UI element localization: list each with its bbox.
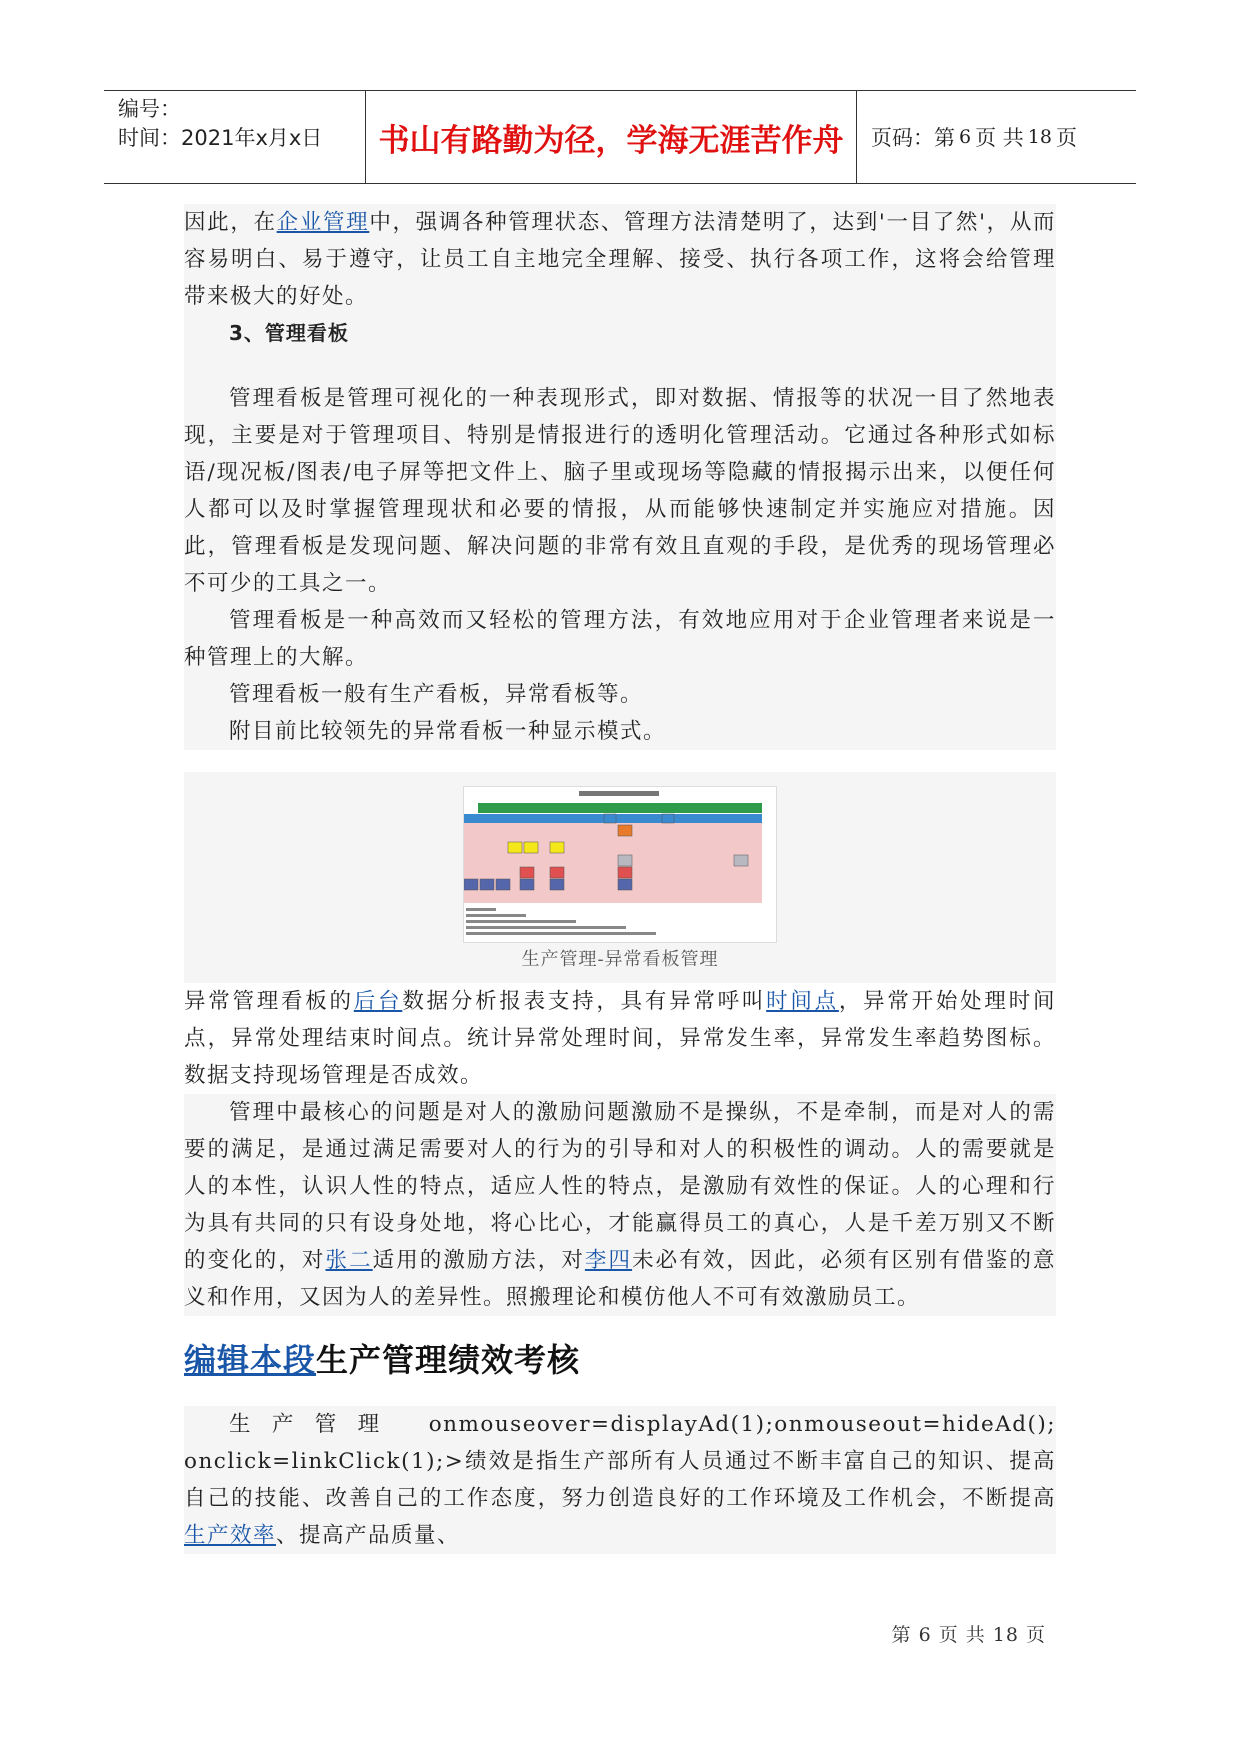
text-run: 适用的激励方法，对 — [372, 1248, 585, 1273]
edit-section-link[interactable]: 编辑本段 — [184, 1341, 317, 1379]
intro-block — [184, 204, 1056, 750]
text-run: ，异常开始处理时间点，异常处理结束时间点。统计异常处理时间，异常发生率，异常发生率趋势图标。数据支持现场管理是否成效。 — [184, 989, 1056, 1088]
page-header — [104, 90, 1136, 184]
link-backend[interactable]: 后台 — [353, 989, 403, 1014]
board-body — [464, 823, 762, 903]
board-cell — [480, 879, 494, 890]
header-motto: 书山有路勤为径，学海无涯苦作舟 — [366, 91, 857, 183]
text-run: 中，强调各种管理状态、管理方法清楚明了，达到'一目了然'，从而容易明白、易于遵守，让员工自主地完全理解、接受、执行各项工作，这将会给管理带来极大的好处。 — [184, 210, 1056, 309]
page-footer: 第 6 页 共 18 页 — [891, 1624, 1046, 1646]
legend-line — [466, 908, 496, 911]
legend-line — [466, 932, 656, 935]
section-heading — [184, 1338, 1056, 1382]
link-li-si[interactable]: 李四 — [584, 1248, 633, 1273]
paragraph-2: 管理看板是管理可视化的一种表现形式，即对数据、情报等的状况一目了然地表现，主要是对于管理项目、特别是情报进行的透明化管理活动。它通过各种形式如标语/现况板/图表/电子屏等把文件上、脑子里或现场等隐藏的情报揭示出来，以便任何人都可以及时掌握管理现状和必要的情报，从而能够快速制定并实施应对措施。因此，管理看板是发现问题、解决问题的非常有效且直观的手段，是优秀的现场管理必不可少的工具之一。 — [184, 386, 1056, 596]
text-run: 管理中最核心的问题是对人的激励问题激励不是操纵，不是牵制，而是对人的需要的满足，是通过满足需要对人的行为的引导和对人的积极性的调动。人的需要就是人的本性，认识人性的特点，适应人性的特点，是激励有效性的保证。人的心理和行为具有共同的只有设身处地，将心比心，才能赢得员工的真心，人是千差万别又不断的变化的，对 — [184, 1100, 1056, 1273]
text-run: 因此，在 — [184, 210, 277, 235]
text-run: 未必有效，因此，必须有区别有借鉴的意义和作用，又因为人的差异性。照搬理论和模仿他人不可有效激励员工。 — [184, 1248, 1056, 1310]
board-cell — [464, 879, 478, 890]
page-current: 6 — [959, 126, 972, 148]
board-cell — [662, 814, 674, 823]
board-cell — [550, 879, 564, 890]
kanban-board-graphic — [464, 787, 776, 942]
board-title-mark — [579, 791, 659, 796]
paragraph-4: 管理看板一般有生产看板，异常看板等。 — [229, 682, 644, 707]
header-page-info — [857, 91, 1136, 183]
page-prefix: 页码：第 — [871, 126, 955, 150]
board-cell — [734, 855, 748, 866]
paragraph-8 — [184, 1406, 1056, 1554]
text-run: 生产管理 onmouseover=displayAd(1);onmouseout=hideAd(); onclick=linkClick(1);>绩效是指生产部所有人员通过不断丰富自己的知识、提高自己的技能、改善自己的工作态度，努力创造良好的工作环境及工作机会，不断提高 — [184, 1412, 1056, 1511]
link-zhang-er[interactable]: 张二 — [325, 1248, 373, 1273]
paragraph-5: 附目前比较领先的异常看板一种显示模式。 — [229, 719, 667, 744]
page-mid: 页 共 — [975, 126, 1024, 150]
link-production-efficiency[interactable]: 生产效率 — [184, 1523, 277, 1548]
board-cell — [618, 855, 632, 866]
document-body — [184, 204, 1056, 1554]
kanban-board-image — [463, 786, 777, 943]
legend-line — [466, 920, 576, 923]
board-cell — [496, 879, 510, 890]
board-cell — [524, 842, 538, 853]
board-cell — [550, 867, 564, 878]
board-cell — [520, 867, 534, 878]
performance-block — [184, 1406, 1056, 1554]
document-time-label: 时间：2021年x月x日 — [118, 126, 323, 150]
link-enterprise-management[interactable]: 企业管理 — [276, 210, 370, 235]
board-cell — [618, 879, 632, 890]
body-block — [184, 983, 1056, 1094]
section-title: 生产管理绩效考核 — [316, 1341, 581, 1379]
legend-line — [466, 914, 526, 917]
link-time-point[interactable]: 时间点 — [766, 989, 839, 1014]
board-cell — [550, 842, 564, 853]
board-cell — [508, 842, 522, 853]
board-cell — [604, 814, 616, 823]
page-suffix: 页 — [1055, 126, 1077, 150]
motivation-block — [184, 1094, 1056, 1316]
paragraph-1 — [184, 204, 1056, 315]
paragraph-7 — [184, 1094, 1056, 1316]
figure-caption: 生产管理-异常看板管理 — [521, 949, 719, 970]
legend-line — [466, 926, 626, 929]
board-cell — [618, 825, 632, 836]
paragraph-6 — [184, 983, 1056, 1094]
document-number-label: 编号： — [118, 97, 181, 121]
paragraph-3: 管理看板是一种高效而又轻松的管理方法，有效地应用对于企业管理者来说是一种管理上的大解。 — [184, 608, 1056, 670]
text-run: 数据分析报表支持，具有异常呼叫 — [402, 989, 767, 1014]
figure-block — [184, 772, 1056, 983]
page-total: 18 — [1027, 126, 1052, 148]
text-run: 异常管理看板的 — [184, 989, 354, 1014]
board-header-row — [478, 803, 762, 813]
subheading-management-board: 3、管理看板 — [229, 321, 349, 345]
header-left-cell — [104, 91, 366, 183]
board-cell — [520, 879, 534, 890]
board-cell — [618, 867, 632, 878]
spacer — [184, 352, 1056, 380]
text-run: 、提高产品质量、 — [276, 1523, 461, 1548]
